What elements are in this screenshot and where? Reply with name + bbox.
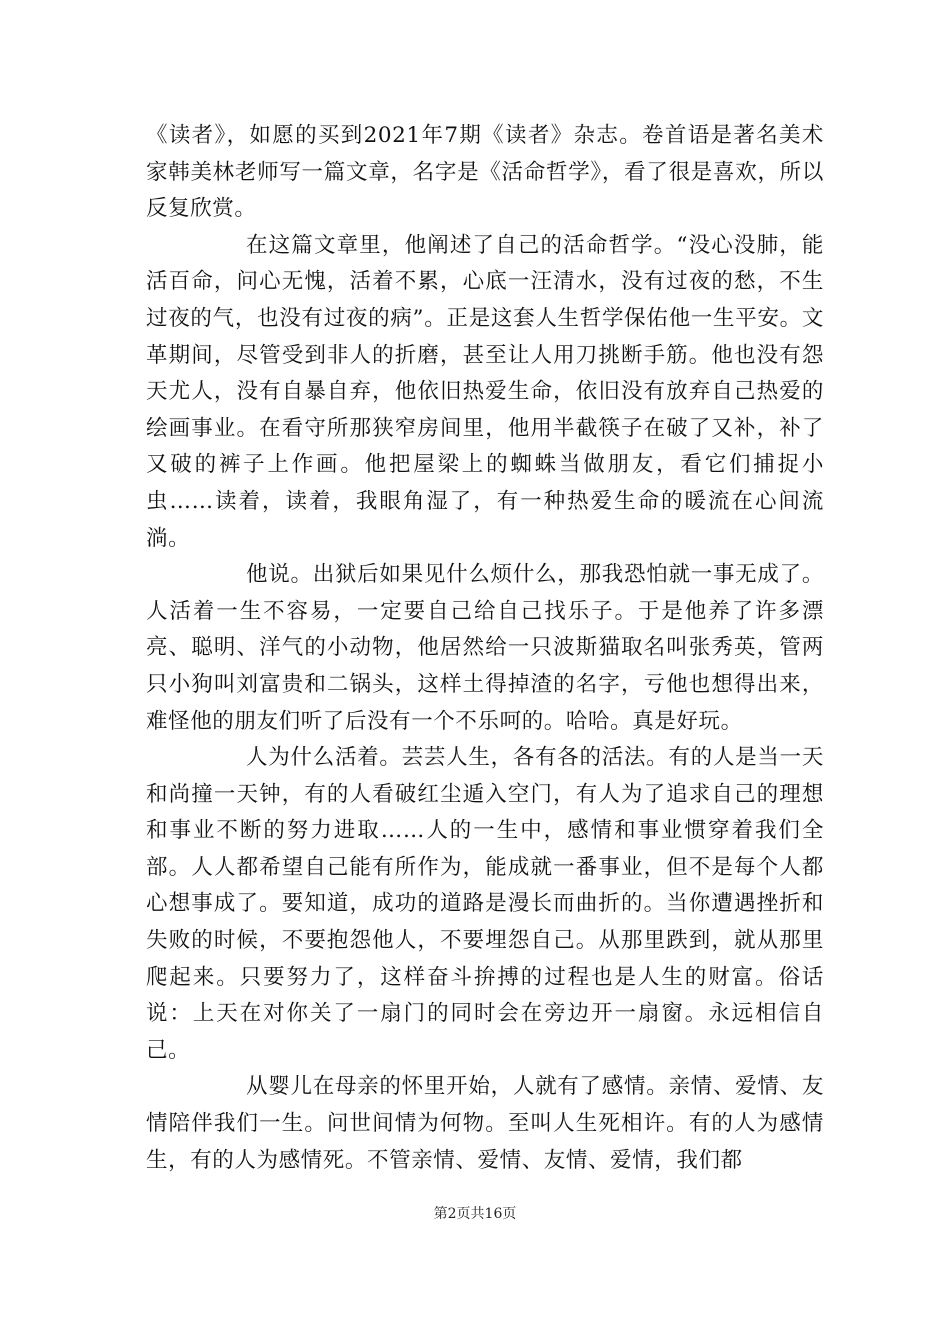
- page-number-footer: 第2页共16页: [433, 1206, 517, 1222]
- paragraph-1: 《读者》，如愿的买到2021年7期《读者》杂志。卷首语是著名美术家韩美林老师写一篇文章，名字是《活命哲学》，看了很是喜欢，所以反复欣赏。: [146, 123, 824, 222]
- body-text: [146, 118, 824, 1179]
- paragraph-5: 从婴儿在母亲的怀里开始，人就有了感情。亲情、爱情、友情陪伴我们一生。问世间情为何物。至叫人生死相许。有的人为感情生，有的人为感情死。不管亲情、爱情、友情、爱情，我们都: [146, 1074, 824, 1173]
- paragraph-4: 人为什么活着。芸芸人生，各有各的活法。有的人是当一天和尚撞一天钟，有的人看破红尘遁入空门，有人为了追求自己的理想和事业不断的努力进取……人的一生中，感情和事业惯穿着我们全部。人人都希望自己能有所作为，能成就一番事业，但不是每个人都心想事成了。要知道，成功的道路是漫长而曲折的。当你遭遇挫折和失败的时候，不要抱怨他人，不要埋怨自己。从那里跌到，就从那里爬起来。只要努力了，这样奋斗拚搏的过程也是人生的财富。俗话说：上天在对你关了一扇门的同时会在旁边开一扇窗。永远相信自己。: [146, 745, 824, 1063]
- paragraph-3: 他说。出狱后如果见什么烦什么，那我恐怕就一事无成了。人活着一生不容易，一定要自己给自己找乐子。于是他养了许多漂亮、聪明、洋气的小动物，他居然给一只波斯猫取名叫张秀英，管两只小狗叫刘富贵和二锅头，这样土得掉渣的名字，亏他也想得出来，难怪他的朋友们听了后没有一个不乐呵的。哈哈。真是好玩。: [146, 562, 824, 734]
- paragraph-2: 在这篇文章里，他阐述了自己的活命哲学。“没心没肺，能活百命，问心无愧，活着不累，心底一汪清水，没有过夜的愁，不生过夜的气，也没有过夜的病”。正是这套人生哲学保佑他一生平安。文革期间，尽管受到非人的折磨，甚至让人用刀挑断手筋。他也没有怨天尤人，没有自暴自弃，他依旧热爱生命，依旧没有放弃自己热爱的绘画事业。在看守所那狭窄房间里，他用半截筷子在破了又补，补了又破的裤子上作画。他把屋梁上的蜘蛛当做朋友，看它们捕捉小虫……读着，读着，我眼角湿了，有一种热爱生命的暖流在心间流淌。: [146, 232, 824, 551]
